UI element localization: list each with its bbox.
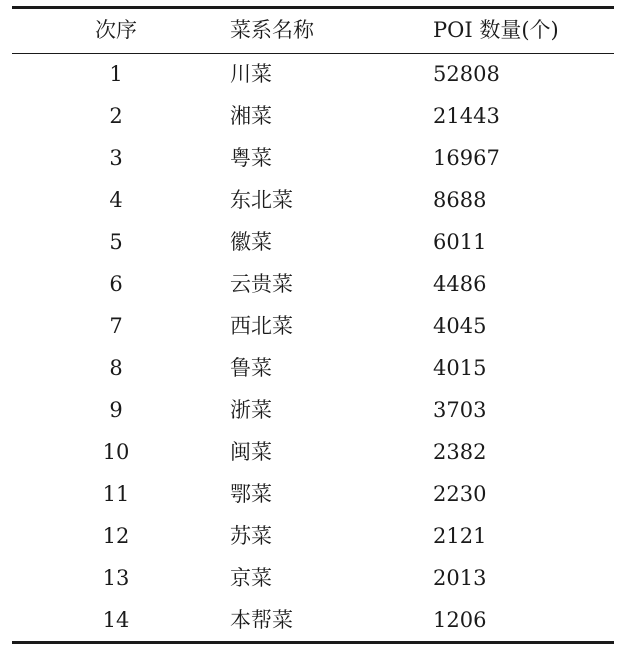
cuisine-name-cell: 京菜 [230,566,272,590]
poi-count-cell: 3703 [433,398,487,422]
rank-cell: 3 [109,146,123,170]
rank-cell: 11 [102,482,130,506]
poi-count-cell: 8688 [433,188,487,212]
table-row [12,515,614,557]
rank-cell: 7 [109,314,123,338]
poi-count-cell: 4045 [433,314,487,338]
table-row [12,431,614,473]
cuisine-name-cell: 浙菜 [230,398,272,422]
cuisine-name-cell: 云贵菜 [230,272,293,296]
poi-count-cell: 16967 [433,146,500,170]
table-row [12,137,614,179]
table-row [12,347,614,389]
poi-count-cell: 6011 [433,230,487,254]
rank-cell: 9 [109,398,123,422]
cuisine-name-cell: 鲁菜 [230,356,272,380]
header-count: POI 数量(个) [433,18,559,42]
cuisine-name-cell: 东北菜 [230,188,293,212]
table-row [12,389,614,431]
cuisine-name-cell: 鄂菜 [230,482,272,506]
header-name: 菜系名称 [230,18,314,42]
cuisine-name-cell: 徽菜 [230,230,272,254]
poi-count-cell: 21443 [433,104,500,128]
rank-cell: 2 [109,104,123,128]
cuisine-name-cell: 粤菜 [230,146,272,170]
rank-cell: 1 [109,62,123,86]
table-row [12,599,614,641]
cuisine-name-cell: 苏菜 [230,524,272,548]
table-header-row [12,8,614,50]
cuisine-name-cell: 湘菜 [230,104,272,128]
rank-cell: 6 [109,272,123,296]
table-row [12,95,614,137]
cuisine-name-cell: 西北菜 [230,314,293,338]
table-bottom-rule [12,641,614,644]
table-row [12,473,614,515]
poi-count-cell: 2382 [433,440,487,464]
rank-cell: 14 [102,608,130,632]
poi-count-cell: 2230 [433,482,487,506]
table-row [12,53,614,95]
rank-cell: 8 [109,356,123,380]
poi-count-cell: 2121 [433,524,487,548]
header-rank: 次序 [95,18,137,42]
table-row [12,221,614,263]
cuisine-name-cell: 闽菜 [230,440,272,464]
poi-count-cell: 4015 [433,356,487,380]
cuisine-name-cell: 川菜 [230,62,272,86]
poi-count-cell: 1206 [433,608,487,632]
table-row [12,557,614,599]
rank-cell: 10 [102,440,130,464]
cuisine-name-cell: 本帮菜 [230,608,293,632]
table-row [12,179,614,221]
poi-count-cell: 4486 [433,272,487,296]
table-row [12,263,614,305]
table-row [12,305,614,347]
rank-cell: 12 [102,524,130,548]
rank-cell: 4 [109,188,123,212]
rank-cell: 13 [102,566,130,590]
poi-count-cell: 2013 [433,566,487,590]
poi-count-cell: 52808 [433,62,500,86]
rank-cell: 5 [109,230,123,254]
